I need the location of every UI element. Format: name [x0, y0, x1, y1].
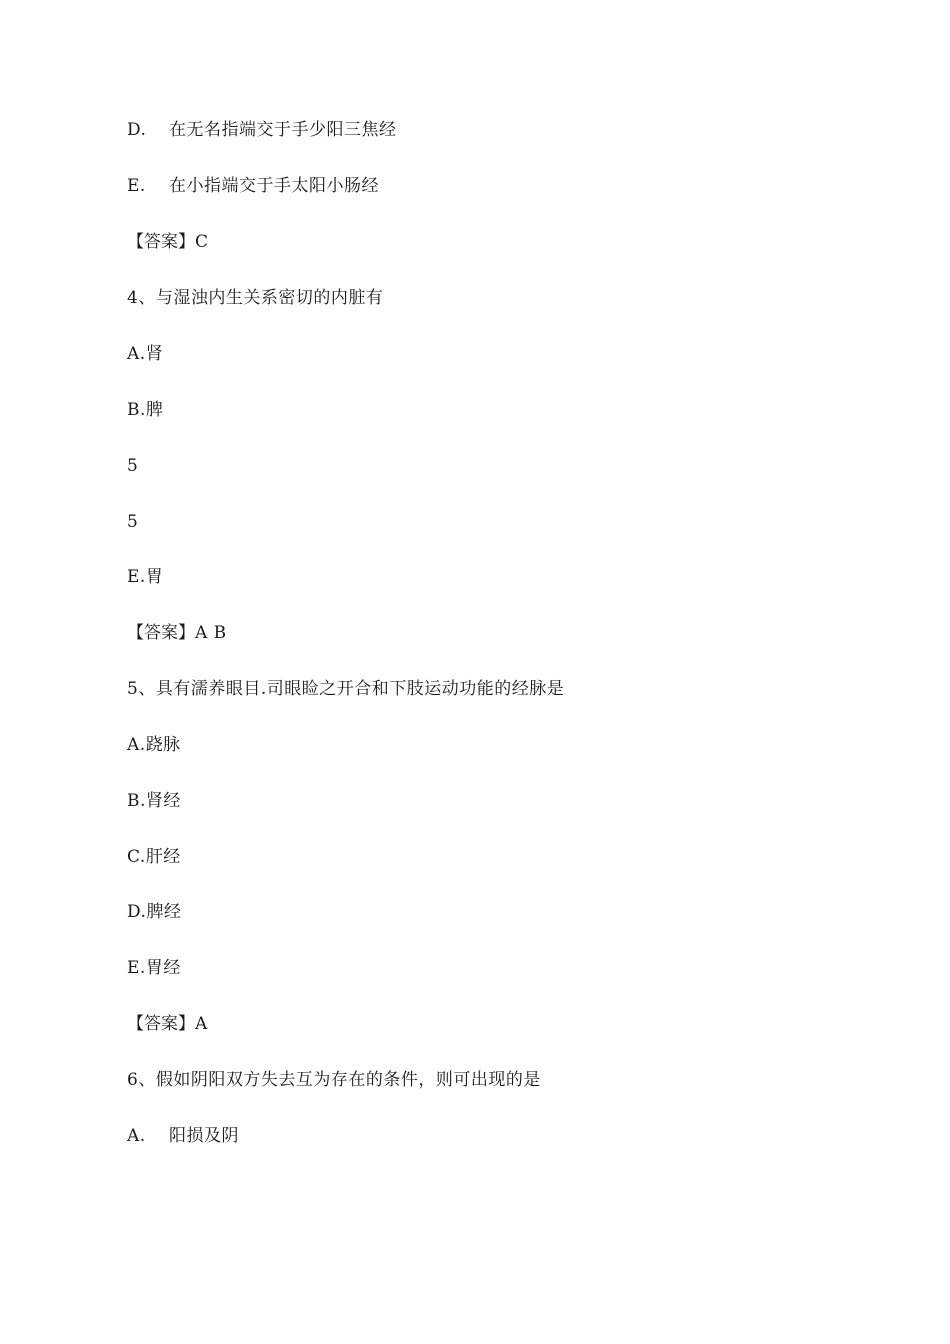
option-label: D. [127, 120, 147, 140]
answer-line [127, 231, 209, 253]
answer-prefix: 【答案】 [127, 232, 195, 252]
question-text: 4、与湿浊内生关系密切的内脏有 [127, 288, 384, 308]
question-5 [127, 678, 564, 700]
answer-line [127, 1013, 208, 1035]
question-text: 6、假如阴阳双方失去互为存在的条件，则可出现的是 [127, 1070, 541, 1090]
option-b-line [127, 399, 163, 421]
option-label: E. [127, 567, 146, 587]
option-label: B. [127, 400, 146, 420]
answer-line [127, 622, 227, 644]
option-d-line [127, 119, 397, 141]
option-d-line [127, 901, 181, 923]
stray-number: 5 [127, 512, 139, 532]
option-a-line [127, 1125, 239, 1147]
option-text: 肝经 [145, 847, 181, 867]
answer-value: A B [195, 623, 227, 643]
stray-number-line [127, 455, 138, 477]
option-a-line [127, 343, 163, 365]
answer-prefix: 【答案】 [127, 623, 195, 643]
option-label: A. [127, 1126, 146, 1146]
option-label: A. [127, 735, 146, 755]
stray-number-line [127, 511, 138, 533]
option-label: E. [127, 958, 146, 978]
option-text: 在无名指端交于手少阳三焦经 [169, 120, 397, 140]
option-e-line [127, 566, 163, 588]
option-c-line [127, 846, 181, 868]
option-text: 胃 [145, 567, 164, 587]
option-text: 在小指端交于手太阳小肠经 [169, 176, 379, 196]
option-text: 肾 [145, 344, 164, 364]
option-text: 胃经 [145, 958, 181, 978]
option-label: B. [127, 791, 146, 811]
question-6 [127, 1069, 541, 1091]
option-a-line [127, 734, 181, 756]
question-text: 5、具有濡养眼目.司眼睑之开合和下肢运动功能的经脉是 [127, 679, 565, 699]
option-b-line [127, 790, 181, 812]
question-4 [127, 287, 383, 309]
option-text: 脾经 [146, 902, 182, 922]
option-text: 跷脉 [145, 735, 181, 755]
option-label: D. [127, 902, 147, 922]
option-label: E. [127, 176, 146, 196]
option-e-line [127, 957, 181, 979]
option-e-line [127, 175, 379, 197]
option-text: 肾经 [145, 791, 181, 811]
answer-prefix: 【答案】 [127, 1014, 195, 1034]
option-text: 脾 [145, 400, 164, 420]
option-label: A. [127, 344, 146, 364]
option-text: 阳损及阴 [169, 1126, 239, 1146]
stray-number: 5 [127, 456, 139, 476]
option-label: C. [127, 847, 146, 867]
answer-value: A [195, 1014, 208, 1034]
answer-value: C [195, 232, 209, 252]
